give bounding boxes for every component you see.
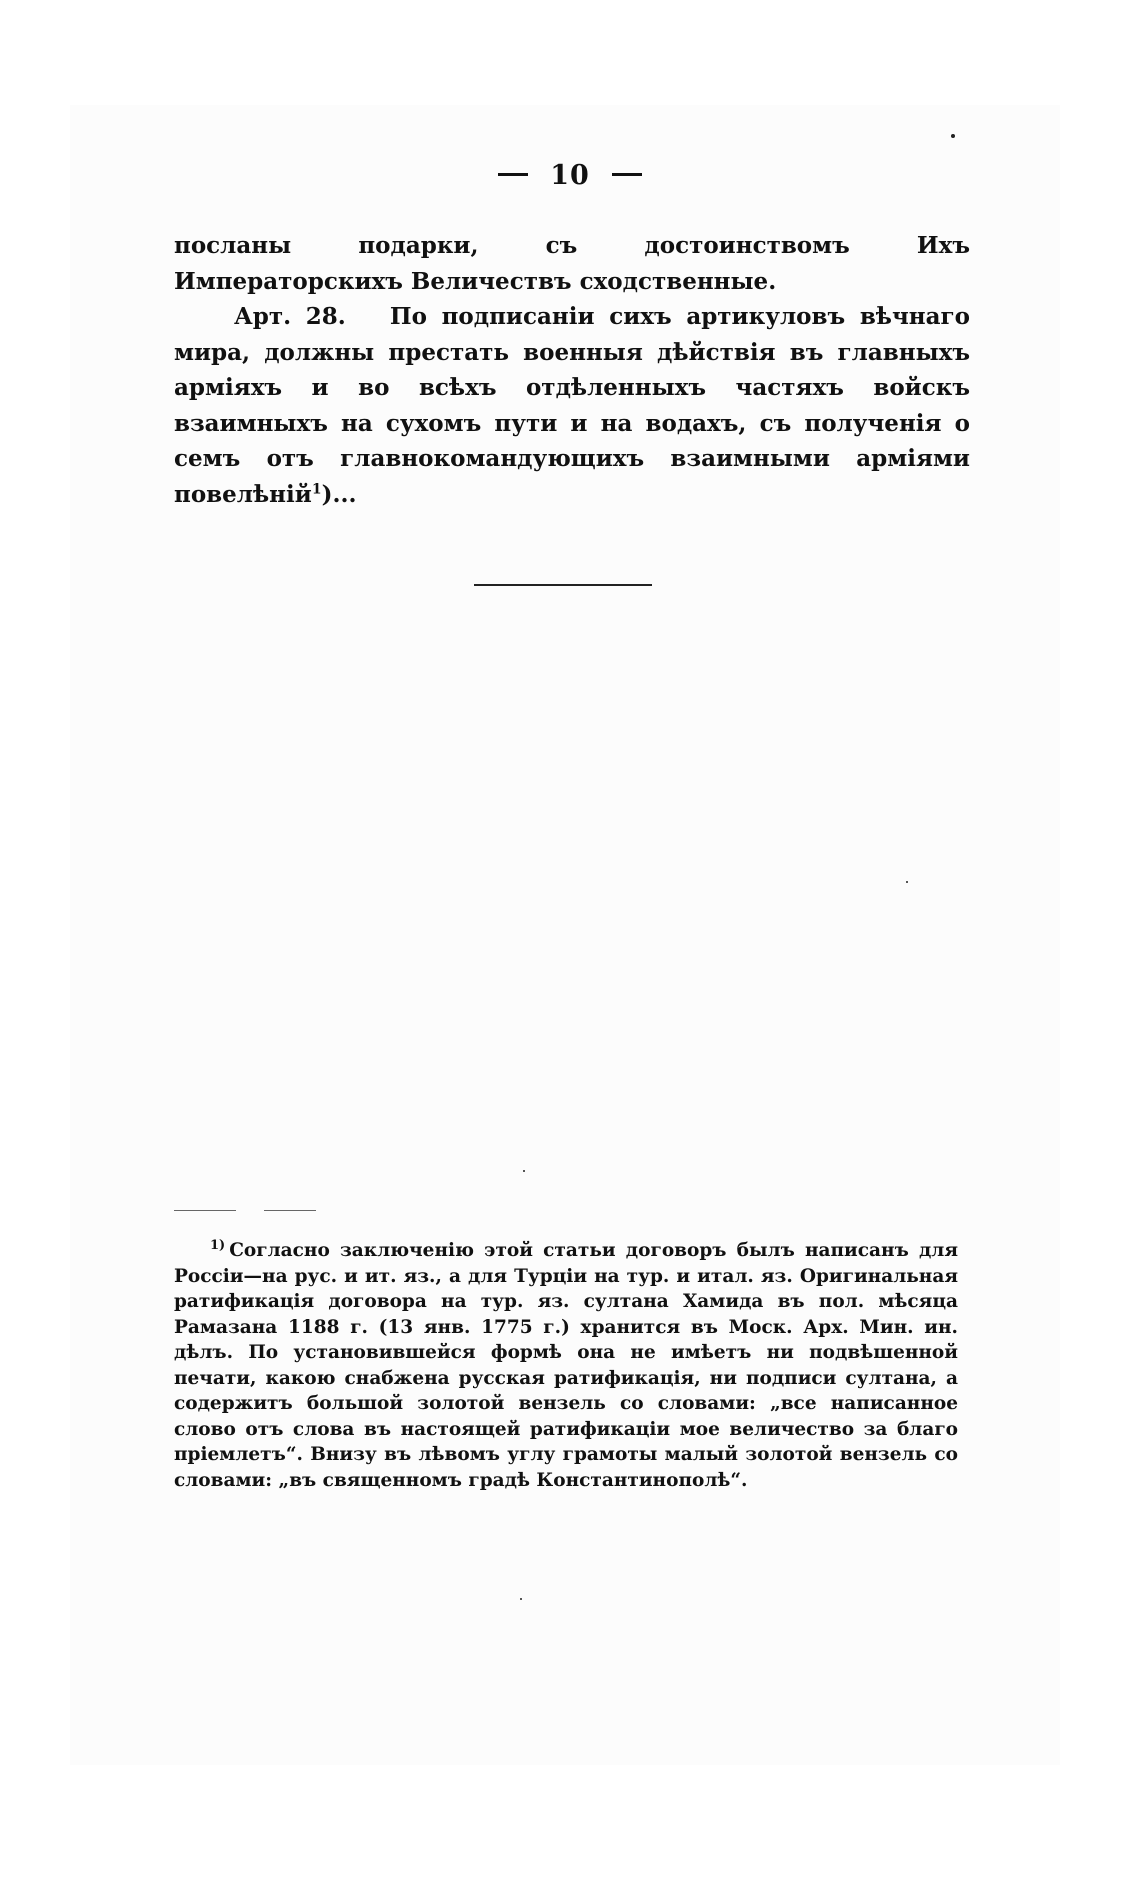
page-number [0, 160, 1140, 191]
paragraph-2 [174, 299, 970, 512]
paragraph-1: посланы подарки, съ достоинствомъ Ихъ Императорскихъ Величествъ сходственные. [174, 232, 970, 295]
footnote-reference: 1 [311, 480, 322, 497]
article-text: По подписаніи сихъ артикуловъ вѣчнаго мира, должны престать военныя дѣйствія въ главныхъ арміяхъ и во всѣхъ отдѣленныхъ частяхъ войскъ взаимныхъ на сухомъ пути и на водахъ, съ полученія о семъ отъ главнокомандующихъ взаимными арміями повелѣній [174, 303, 970, 508]
page-number-value: 10 [550, 160, 590, 191]
scan-speck [520, 1598, 522, 1600]
scan-speck [951, 134, 955, 138]
footnote-rule-left [174, 1210, 236, 1211]
section-divider [474, 584, 652, 586]
scan-speck [906, 881, 908, 883]
footnote-rule-right [264, 1210, 316, 1211]
page-number-dash-right [612, 173, 642, 176]
page-number-dash-left [498, 173, 528, 176]
footnote-marker: 1) [210, 1237, 226, 1253]
article-ending: )... [321, 480, 357, 508]
scan-speck [523, 1170, 525, 1172]
footnote-paragraph [174, 1238, 958, 1493]
article-label: Арт. 28. [234, 303, 346, 330]
footnote-text: Согласно заключенію этой статьи договоръ былъ написанъ для Россіи—на рус. и ит. яз., а для Турціи на тур. и итал. яз. Оригинальная ратификація договора на тур. яз. султана Хамида въ пол. мѣсяца Рамазана 1188 г. (13 янв. 1775 г.) хранится въ Моск. Арх. Мин. ин. дѣлъ. По установившейся формѣ она не имѣетъ ни подвѣшенной печати, какою снабжена русская ратификація, ни подписи султана, а содержитъ большой золотой вензель со словами: „все написанное слово отъ слова въ настоящей ратификаціи мое величество за благо пріемлетъ“. Внизу въ лѣвомъ углу грамоты малый золотой вензель со словами: „въ священномъ градѣ Константинополѣ“. [174, 1240, 958, 1491]
main-text [174, 228, 970, 512]
footnote [174, 1238, 958, 1493]
